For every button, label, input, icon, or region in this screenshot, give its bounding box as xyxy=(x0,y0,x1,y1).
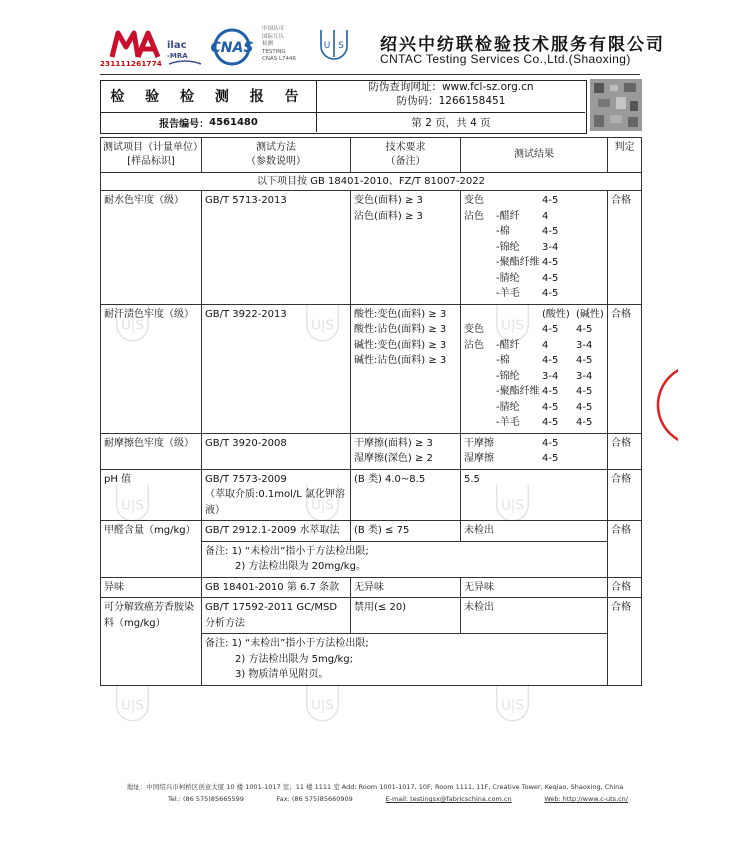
svg-text:U|S: U|S xyxy=(121,497,144,514)
method-ph: GB/T 7573-2009 （萃取介质:0.1mol/L 氯化钾溶液） xyxy=(202,469,351,521)
req-formaldehyde: (B 类) ≤ 75 xyxy=(351,521,461,542)
result-azo: 未检出 xyxy=(461,598,608,634)
table-row xyxy=(101,577,642,598)
req-azo: 禁用(≤ 20) xyxy=(351,598,461,634)
footer-contacts xyxy=(168,795,628,803)
svg-text:S: S xyxy=(338,41,344,51)
header-requirement: 技术要求 （备注） xyxy=(351,138,461,173)
judge-water: 合格 xyxy=(608,191,642,305)
result-sweat: (酸性) (碱性) 变色 4-5 4-5 沾色 -醋纤 4 3-4 -棉 4-5 4-5 -锦纶 3-4 3-4 -聚酯纤维 4-5 4-5 -腈纶 4-5 4-5 -羊毛 4-5 4-5 xyxy=(461,304,608,433)
svg-text:U|S: U|S xyxy=(121,317,144,334)
table-row xyxy=(101,304,642,433)
judge-azo: 合格 xyxy=(608,598,642,686)
table-row xyxy=(101,433,642,469)
table-row xyxy=(101,598,642,634)
judge-odor: 合格 xyxy=(608,577,642,598)
svg-text:-MRA: -MRA xyxy=(167,52,188,60)
judge-ph: 合格 xyxy=(608,469,642,521)
method-rub: GB/T 3920-2008 xyxy=(202,433,351,469)
verify-code: 1266158451 xyxy=(438,95,506,107)
cma-number: 231111261774 xyxy=(100,60,163,68)
req-water: 变色(面料) ≥ 3 沾色(面料) ≥ 3 xyxy=(351,191,461,305)
result-formaldehyde: 未检出 xyxy=(461,521,608,542)
basis-row xyxy=(101,173,642,191)
svg-text:U|S: U|S xyxy=(501,497,524,514)
header-method: 测试方法 （参数说明） xyxy=(202,138,351,173)
svg-text:U|S: U|S xyxy=(121,697,144,714)
svg-text:CNAS: CNAS xyxy=(210,40,254,56)
header-result: 测试结果 xyxy=(461,138,608,173)
svg-text:U|S: U|S xyxy=(311,317,334,334)
inspection-seal xyxy=(648,360,678,450)
result-odor: 无异味 xyxy=(461,577,608,598)
cnas-accreditation-text: 中国认可 国际互认 检测 TESTING CNAS L7446 xyxy=(262,26,297,62)
report-number: 报告编号 ： 4561480 xyxy=(101,113,317,132)
item-sweat: 耐汗渍色牢度（级） xyxy=(101,304,202,433)
report-title: 检 验 检 测 报 告 xyxy=(101,80,317,113)
ilac-mra-logo xyxy=(165,30,205,68)
item-azo: 可分解致癌芳香胺染料（mg/kg） xyxy=(101,598,202,686)
footer-tel: Tel.: (86 575)85665599 xyxy=(168,795,244,803)
svg-text:U|S: U|S xyxy=(311,497,334,514)
anti-counterfeit-info: 防伪查询网址：www.fcl-sz.org.cn 防伪码：1266158451 xyxy=(317,80,585,113)
table-header-row xyxy=(101,138,642,173)
req-rub: 干摩擦(面料) ≥ 3 湿摩擦(深色) ≥ 2 xyxy=(351,433,461,469)
company-name-cn: 绍兴中纺联检验技术服务有限公司 xyxy=(380,35,665,55)
method-azo: GB/T 17592-2011 GC/MSD 分析方法 xyxy=(202,598,351,634)
req-ph: (B 类) 4.0~8.5 xyxy=(351,469,461,521)
judge-formaldehyde: 合格 xyxy=(608,521,642,578)
method-sweat: GB/T 3922-2013 xyxy=(202,304,351,433)
uts-watermark xyxy=(300,680,345,730)
item-ph: pH 值 xyxy=(101,469,202,521)
qr-code[interactable] xyxy=(590,79,642,131)
item-odor: 异味 xyxy=(101,577,202,598)
result-water: 变色 4-5 沾色 -醋纤 4 -棉 4-5 -锦纶 3-4 -聚酯纤维 4-5 -腈纶 4-5 -羊毛 4-5 xyxy=(461,191,608,305)
table-row xyxy=(101,521,642,542)
note-azo: 备注: 1) “未检出”指小于方法检出限; 2) 方法检出限为 5mg/kg; 3) 物质清单见附页。 xyxy=(202,634,608,686)
note-formaldehyde: 备注: 1) “未检出”指小于方法检出限; 2) 方法检出限为 20mg/kg。 xyxy=(202,541,608,577)
company-name-en: CNTAC Testing Services Co.,Ltd.(Shaoxing) xyxy=(380,52,631,66)
page-indicator: 第 2 页，共 4 页 xyxy=(411,117,491,129)
req-odor: 无异味 xyxy=(351,577,461,598)
method-water: GB/T 5713-2013 xyxy=(202,191,351,305)
cnas-logo xyxy=(205,27,260,67)
uts-logo xyxy=(316,27,352,67)
table-row xyxy=(101,469,642,521)
uts-watermark xyxy=(110,680,155,730)
judge-rub: 合格 xyxy=(608,433,642,469)
svg-text:U|S: U|S xyxy=(311,697,334,714)
item-formaldehyde: 甲醛含量（mg/kg） xyxy=(101,521,202,578)
req-sweat: 酸性:变色(面料) ≥ 3 酸性:沾色(面料) ≥ 3 碱性:变色(面料) ≥ 3 碱性:沾色(面料) ≥ 3 xyxy=(351,304,461,433)
svg-text:U: U xyxy=(323,41,331,51)
item-water: 耐水色牢度（级） xyxy=(101,191,202,305)
svg-text:ilac: ilac xyxy=(167,40,187,51)
result-rub: 干摩擦 4-5 湿摩擦 4-5 xyxy=(461,433,608,469)
uts-watermark xyxy=(490,680,535,730)
footer-email[interactable]: E-mail: testingsx@fabricschina.com.cn xyxy=(385,795,512,803)
method-formaldehyde: GB/T 2912.1-2009 水萃取法 xyxy=(202,521,351,542)
method-odor: GB 18401-2010 第 6.7 条款 xyxy=(202,577,351,598)
footer-web[interactable]: Web: http://www.c-uts.cn/ xyxy=(544,795,628,803)
basis-text: 以下项目按 GB 18401-2010、FZ/T 81007-2022 xyxy=(101,173,642,191)
item-rub: 耐摩擦色牢度（级） xyxy=(101,433,202,469)
header-divider xyxy=(100,74,640,75)
verify-site[interactable]: www.fcl-sz.org.cn xyxy=(441,81,534,93)
judge-sweat: 合格 xyxy=(608,304,642,433)
svg-text:U|S: U|S xyxy=(501,317,524,334)
table-row xyxy=(101,191,642,305)
report-number-value: 4561480 xyxy=(209,117,258,128)
result-ph: 5.5 xyxy=(461,469,608,521)
footer-address: 地址：中国绍兴市柯桥区创意大厦 10 楼 1001-1017 室；11 楼 1111 室 Add: Room 1001-1017, 10F; Room 1111, 11F, Creative Tower, Keqiao, Shaoxing, China xyxy=(126,783,624,791)
footer-fax: Fax: (86 575)85660909 xyxy=(276,795,353,803)
header-judgement: 判定 xyxy=(608,138,642,173)
svg-text:U|S: U|S xyxy=(501,697,524,714)
test-results-table xyxy=(100,137,642,686)
header-item: 测试项目（计量单位） [样品标识] xyxy=(101,138,202,173)
